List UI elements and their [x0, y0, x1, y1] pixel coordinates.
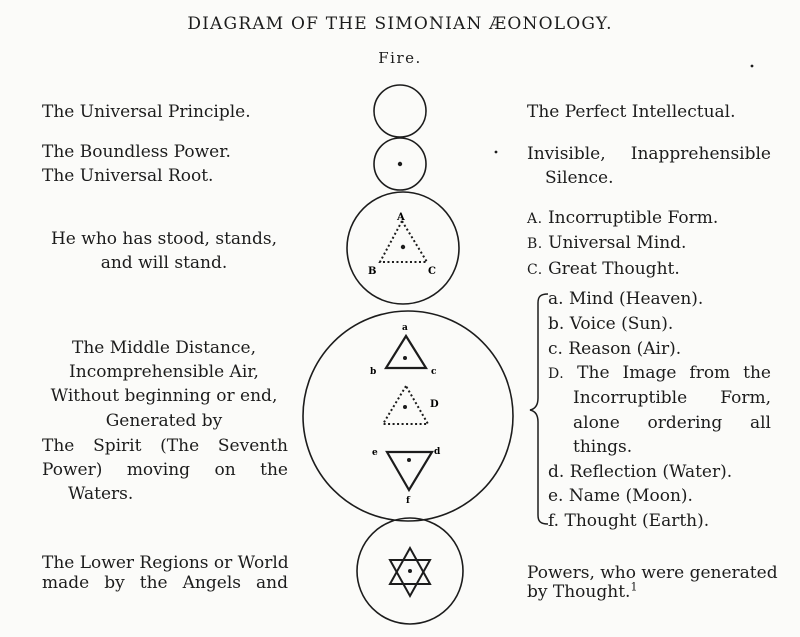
right-invisible: Invisible, Inapprehensible: [527, 144, 771, 164]
left-universal-principle: The Universal Principle.: [42, 102, 251, 122]
list-brace: [530, 294, 548, 524]
dotted-triangle-d: [383, 386, 428, 424]
right-powers-line-2: by Thought.$^1$: [527, 580, 638, 602]
list-item: d. Reflection (Water).: [548, 462, 733, 482]
label-D: D: [430, 399, 439, 410]
center-dot: [403, 405, 407, 409]
circle-universal-principle: [374, 85, 426, 137]
right-mind-text: Universal Mind.: [548, 233, 687, 253]
list-item: a. Mind (Heaven).: [548, 289, 704, 309]
label-b: b: [370, 367, 377, 377]
speck: [751, 65, 754, 68]
right-silence: Silence.: [545, 168, 614, 188]
label-d: d: [434, 447, 441, 457]
right-form-text: Incorruptible Form.: [547, 208, 719, 228]
solid-triangle-abc: [386, 336, 426, 368]
right-thought-text: Great Thought.: [548, 259, 680, 279]
right-perfect-intellectual: The Perfect Intellectual.: [527, 102, 736, 122]
list-item: D. The Image from the: [548, 363, 771, 383]
left-lower-line-1: The Lower Regions or World: [42, 553, 289, 573]
left-he-who-stood-line-1: He who has stood, stands,: [50, 229, 277, 249]
speck: [495, 151, 498, 154]
center-dot: [401, 245, 405, 249]
key-A: A.: [527, 211, 543, 227]
hexagram-down-triangle: [390, 560, 430, 596]
key-C: C.: [527, 262, 543, 278]
label-e: e: [372, 448, 378, 458]
label-B: B: [368, 266, 377, 277]
list-item: e. Name (Moon).: [548, 486, 693, 506]
label-A: A: [397, 212, 405, 223]
center-dot: [408, 569, 412, 573]
center-dot: [403, 356, 407, 360]
left-lower-line-2: made by the Angels and: [42, 573, 288, 593]
left-middle-line-1: The Middle Distance,: [72, 338, 256, 358]
list-item-continued: alone ordering all: [573, 413, 771, 433]
label-C: C: [428, 266, 436, 277]
left-middle-line-4: Generated by: [105, 411, 223, 431]
center-dot: [398, 162, 402, 166]
left-middle-line-3: Without beginning or end,: [50, 386, 278, 406]
list-item: b. Voice (Sun).: [548, 314, 674, 334]
list-item: c. Reason (Air).: [548, 339, 682, 359]
label-c: c: [431, 367, 437, 377]
diagram-title: DIAGRAM OF THE SIMONIAN ÆONOLOGY.: [187, 14, 613, 34]
label-f: f: [406, 496, 410, 506]
inverted-triangle-def: [387, 452, 432, 490]
list-item-continued: Incorruptible Form,: [573, 388, 771, 408]
left-he-who-stood-line-2: and will stand.: [100, 253, 228, 273]
list-item-continued: things.: [573, 437, 633, 457]
label-a: a: [402, 323, 408, 333]
key-B: B.: [527, 236, 543, 252]
list-item: f. Thought (Earth).: [548, 511, 710, 531]
left-universal-root: The Universal Root.: [42, 166, 214, 186]
left-middle-line-6: Power) moving on the: [42, 460, 288, 480]
left-boundless-power: The Boundless Power.: [42, 142, 231, 162]
left-middle-line-2: Incomprehensible Air,: [69, 362, 259, 382]
dotted-triangle-abc: [380, 221, 427, 262]
left-middle-line-5: The Spirit (The Seventh: [42, 436, 288, 456]
right-powers-line-1: Powers, who were generated: [527, 563, 778, 583]
left-middle-line-7: Waters.: [68, 484, 134, 504]
hexagram-up-triangle: [390, 548, 430, 584]
footnote-marker: 1: [630, 580, 638, 594]
center-dot: [407, 458, 411, 462]
fire-label: Fire.: [378, 49, 422, 67]
